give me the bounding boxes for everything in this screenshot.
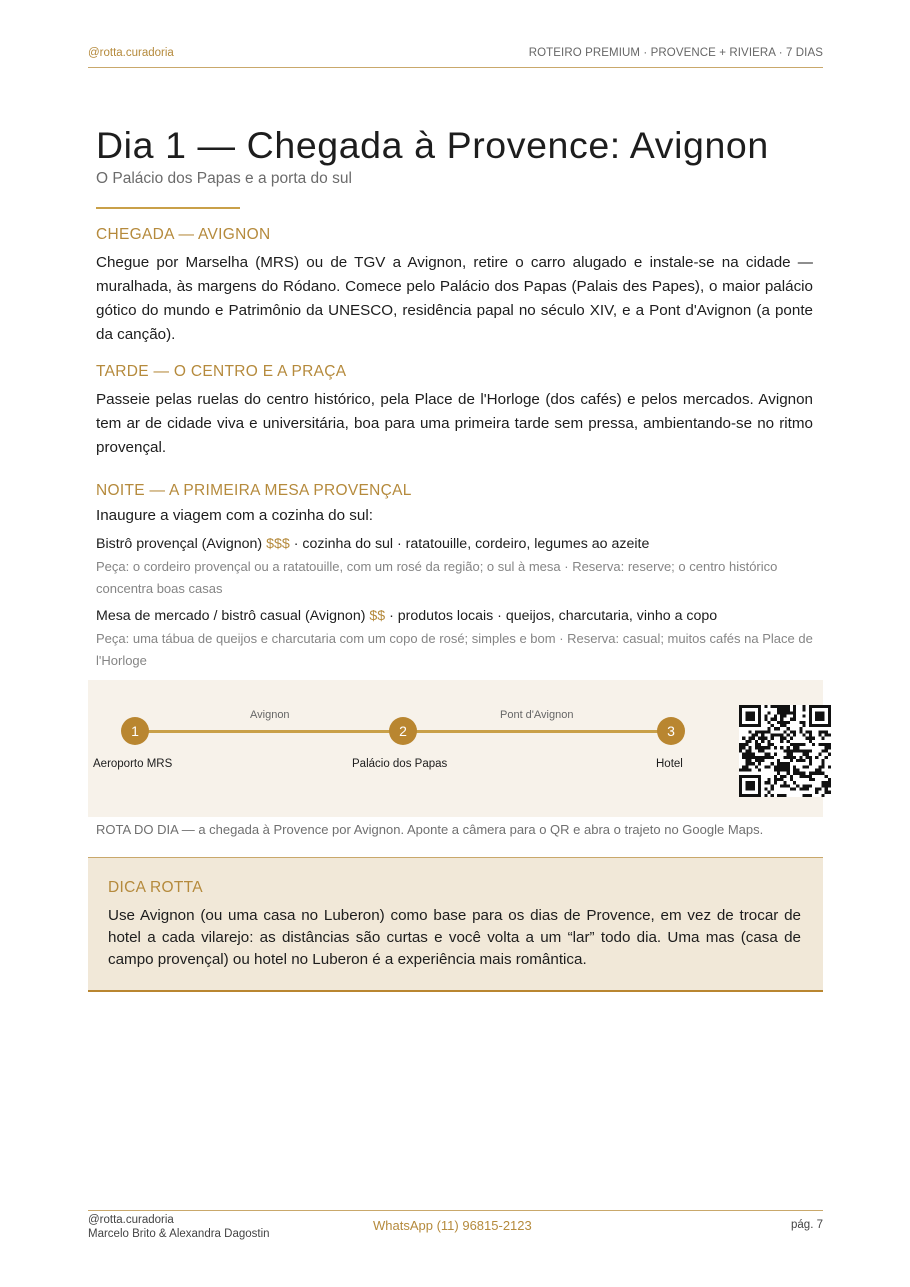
route-segment-label: Pont d'Avignon [500, 709, 574, 721]
footer-authors: Marcelo Brito & Alexandra Dagostin [88, 1228, 270, 1240]
night-intro: Inaugure a viagem com a cozinha do sul: [96, 507, 373, 524]
page-header [88, 44, 823, 68]
section-text-arrival: Chegue por Marselha (MRS) ou de TGV a Avignon, retire o carro alugado e instale-se na cidade — muralhada, às margens do Ródano. Comece pelo Palácio dos Papas (Palais des Papes), o maior palácio gótico do mundo e Patrimônio da UNESCO, residência papal no século XIV, e a Pont d'Avignon (a ponte da canção). [96, 254, 813, 343]
restaurant-note: Peça: uma tábua de queijos e charcutaria com um copo de rosé; simples e bom · Reserva: casual; muitos cafés na Place de l'Horloge [96, 631, 813, 668]
tip-text: Use Avignon (ou uma casa no Luberon) como base para os dias de Provence, em vez de trocar de hotel a cada vilarejo: as distâncias são curtas e você volta a um “lar” todo dia. Uma mas (casa de campo provençal) ou hotel no Luberon é a experiência mais romântica. [108, 907, 801, 968]
restaurant-desc: · produtos locais · queijos, charcutaria, vinho a copo [385, 608, 718, 624]
page-footer [88, 1210, 823, 1240]
restaurant-desc: · cozinha do sul · ratatouille, cordeiro, legumes ao azeite [289, 536, 650, 552]
section-heading-arrival: CHEGADA — AVIGNON [96, 226, 271, 243]
restaurant-line [96, 536, 813, 552]
route-stop-label: Aeroporto MRS [93, 758, 173, 770]
section-heading-night: NOITE — A PRIMEIRA MESA PROVENÇAL [96, 482, 412, 499]
section-heading-afternoon: TARDE — O CENTRO E A PRAÇA [96, 363, 347, 380]
restaurant-item [96, 536, 813, 600]
header-running-title: ROTEIRO PREMIUM · PROVENCE + RIVIERA · 7 DIAS [528, 47, 823, 59]
route-stop-marker: 2 [389, 717, 417, 745]
restaurant-item [96, 608, 813, 672]
title-rule [96, 207, 240, 209]
route-stop-label: Hotel [656, 758, 683, 770]
route-caption: ROTA DO DIA — a chegada à Provence por Avignon. Aponte a câmera para o QR e abra o trajeto no Google Maps. [96, 822, 764, 837]
day-content [96, 226, 813, 680]
whatsapp-link[interactable]: WhatsApp (11) 96815-2123 [373, 1218, 532, 1233]
restaurant-name: Mesa de mercado / bistrô casual (Avignon) [96, 608, 366, 624]
restaurant-line [96, 608, 813, 624]
route-stop-label: Palácio dos Papas [352, 758, 448, 770]
page-title: Dia 1 — Chegada à Provence: Avignon [96, 124, 769, 166]
restaurant-name: Bistrô provençal (Avignon) [96, 536, 263, 552]
qr-code-icon[interactable] [739, 705, 831, 797]
route-stop-marker: 1 [121, 717, 149, 745]
route-diagram [88, 680, 823, 817]
route-stop-marker: 3 [657, 717, 685, 745]
page-subtitle: O Palácio dos Papas e a porta do sul [96, 170, 352, 187]
footer-handle: @rotta.curadoria [88, 1214, 174, 1226]
restaurant-note: Peça: o cordeiro provençal ou a ratatouille, com um rosé da região; o sul à mesa · Reserva: reserve; o centro histórico concentra boas casas [96, 559, 778, 596]
tip-box [88, 857, 823, 992]
price-level: $$$ [266, 536, 290, 552]
tip-heading: DICA ROTTA [108, 879, 203, 896]
section-text-afternoon: Passeie pelas ruelas do centro histórico, pela Place de l'Horloge (dos cafés) e pelos mercados. Avignon tem ar de cidade viva e universitária, boa para uma primeira tarde sem pressa, ambientando-se no ritmo provençal. [96, 391, 813, 456]
header-handle: @rotta.curadoria [88, 47, 174, 59]
route-segment-label: Avignon [250, 709, 290, 721]
page-number: pág. 7 [791, 1219, 823, 1231]
price-level: $$ [369, 608, 386, 624]
